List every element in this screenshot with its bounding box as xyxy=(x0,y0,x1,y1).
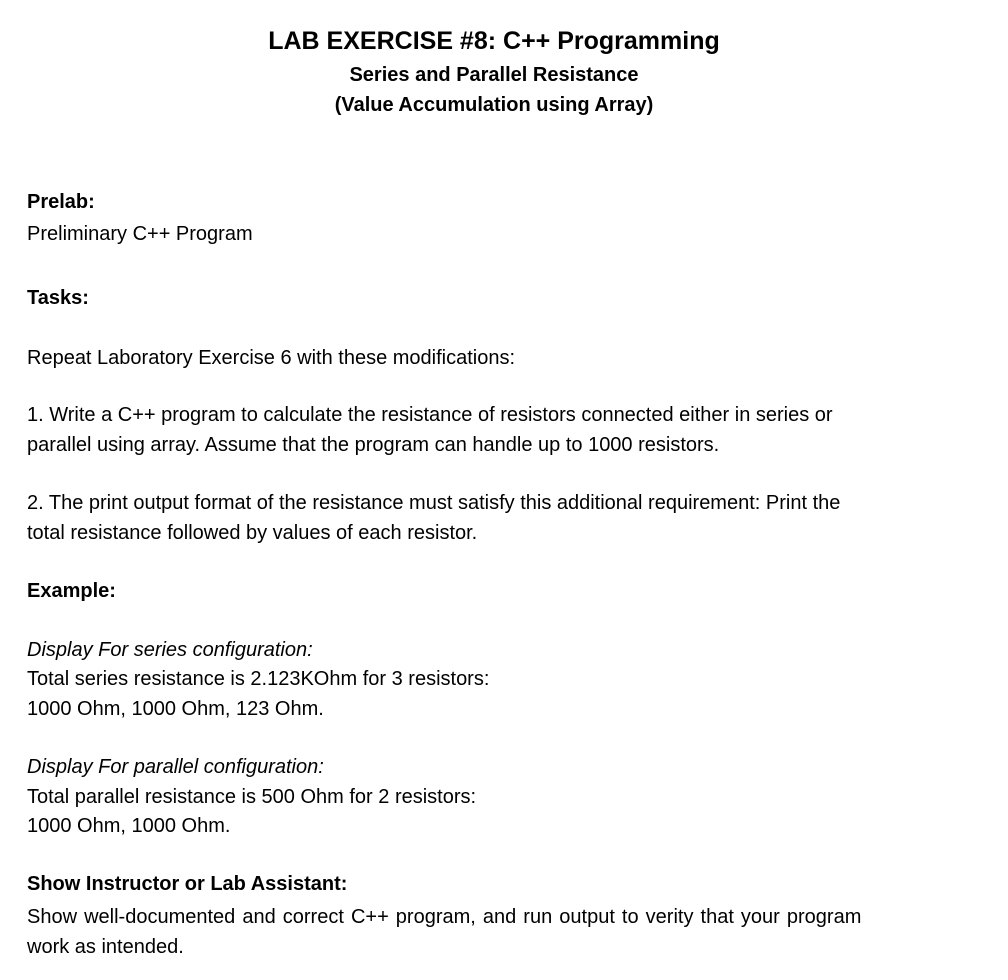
show-line-1: Show well-documented and correct C++ program, and run output to verity that your program xyxy=(27,906,862,928)
parallel-output-line-1: Total parallel resistance is 500 Ohm for 2 resistors: xyxy=(27,786,477,808)
task-item-1-line-2: parallel using array. Assume that the program can handle up to 1000 resistors. xyxy=(27,434,720,456)
page-subtitle: Series and Parallel Resistance xyxy=(349,64,639,86)
task-item-2-line-2: total resistance followed by values of each resistor. xyxy=(27,522,478,544)
parallel-label: Display For parallel configuration: xyxy=(27,756,324,778)
series-output-line-2: 1000 Ohm, 1000 Ohm, 123 Ohm. xyxy=(27,698,324,720)
parallel-output-line-2: 1000 Ohm, 1000 Ohm. xyxy=(27,815,231,837)
task-item-1-line-1: 1. Write a C++ program to calculate the resistance of resistors connected either in series or xyxy=(27,404,833,426)
series-label: Display For series configuration: xyxy=(27,639,313,661)
page-subsubtitle: (Value Accumulation using Array) xyxy=(334,94,654,116)
page-title: LAB EXERCISE #8: C++ Programming xyxy=(268,27,720,55)
series-output-line-1: Total series resistance is 2.123KOhm for 3 resistors: xyxy=(27,668,490,690)
tasks-intro: Repeat Laboratory Exercise 6 with these modifications: xyxy=(27,347,516,369)
tasks-heading: Tasks: xyxy=(27,287,89,309)
show-heading: Show Instructor or Lab Assistant: xyxy=(27,873,348,895)
example-heading: Example: xyxy=(27,580,116,602)
task-item-2-line-1: 2. The print output format of the resistance must satisfy this additional requirement: Print the xyxy=(27,492,841,514)
prelab-text: Preliminary C++ Program xyxy=(27,223,253,245)
prelab-heading: Prelab: xyxy=(27,191,95,213)
show-line-2: work as intended. xyxy=(27,936,184,958)
